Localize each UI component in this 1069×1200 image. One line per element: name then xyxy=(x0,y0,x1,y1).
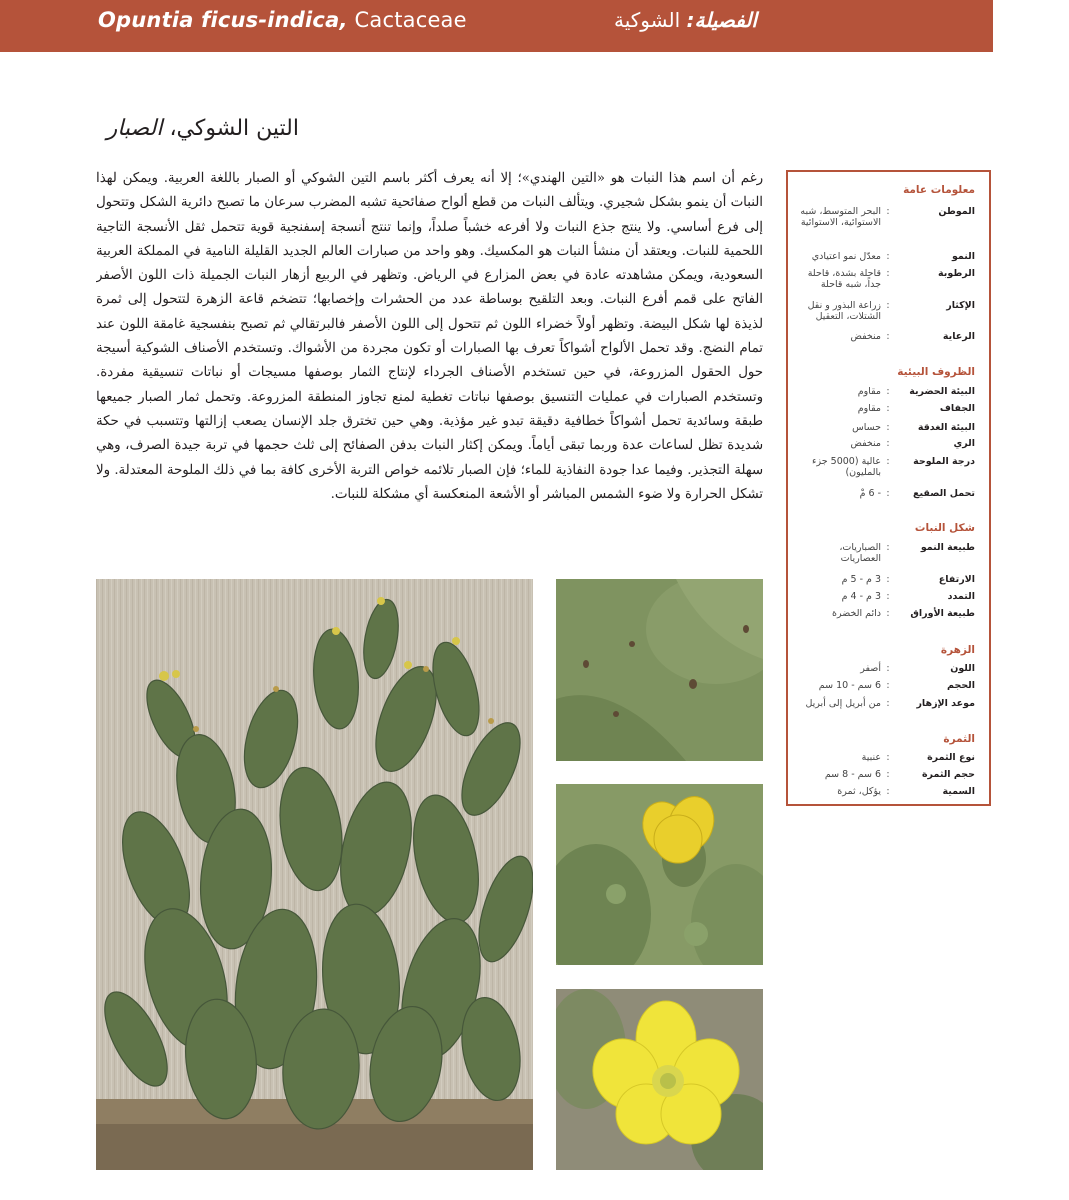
info-colon: : xyxy=(886,403,890,414)
info-value: عالية (5000 جزء بالمليون) xyxy=(812,456,881,478)
info-value: مقاوم xyxy=(857,403,881,414)
cactus-flower-bud-photo xyxy=(556,784,763,965)
info-value: أصفر xyxy=(860,663,881,674)
info-colon: : xyxy=(886,300,890,311)
header-scientific-name xyxy=(98,8,467,32)
info-value: حساس xyxy=(852,422,881,433)
info-colon: : xyxy=(886,251,890,262)
info-colon: : xyxy=(886,331,890,342)
family-label: الفصيلة: xyxy=(686,8,757,32)
info-key: طبيعة الأوراق xyxy=(910,608,975,619)
info-key: تحمل الصقيع xyxy=(913,488,975,499)
info-value: من أبريل إلى أبريل xyxy=(805,698,881,709)
info-value: الصباريات، العصاريات xyxy=(839,542,881,564)
info-colon: : xyxy=(886,608,890,619)
info-key: الإكثار xyxy=(946,300,975,311)
section-general-title: معلومات عامة xyxy=(903,184,975,196)
title-main: التين الشوكي، xyxy=(162,116,299,141)
info-key: الموطن xyxy=(938,206,975,217)
family-value: الشوكية xyxy=(614,8,687,32)
section-fruit-title: الثمرة xyxy=(943,733,975,745)
latin-species: Opuntia ficus-indica, xyxy=(98,8,348,32)
info-colon: : xyxy=(886,422,890,433)
info-key: موعد الإزهار xyxy=(916,698,975,709)
info-value: قاحلة بشدة، قاحلة جداً، شبه قاحلة xyxy=(807,268,881,290)
info-value: 3 م - 4 م xyxy=(841,591,881,602)
section-form-title: شكل النبات xyxy=(914,522,975,534)
info-value: معدّل نمو اعتيادي xyxy=(811,251,881,262)
info-key: طبيعة النمو xyxy=(920,542,975,553)
info-colon: : xyxy=(886,786,890,797)
section-flower-title: الزهرة xyxy=(940,644,975,656)
info-colon: : xyxy=(886,663,890,674)
info-value: البحر المتوسط، شبه الاستوائية، الاستوائية xyxy=(800,206,881,228)
description-paragraph: رغم أن اسم هذا النبات هو «التين الهندي»؛ إلا أنه يعرف أكثر باسم التين الشوكي أو الصبار باللغة العربية. ويمكن لهذا النبات أن ينمو بشكل شجيري. ويتألف النبات من قطع ألواح صفائحية تشبه المضرب سرعان ما تصبح دائرية الشكل وتتحول إلى فرع أساسي. ولا ينتج جذع النبات ولا أفرعه خشباً صلداً، وإنما تنتج أنسجة إسفنجية قوية تتحمل ثقل الأنسجة التاجية اللحمية للنبات. ويعتقد أن منشأ النبات هو المكسيك. وهو واحد من صبارات العالم الجديد القليلة النامية في المملكة العربية السعودية، ويمكن مشاهدته عادة في بعض المزارع في الرياض. وتظهر في الربيع أزهار النبات الجميلة ذات اللون الأصفر الفاتح على قمم أفرع النبات. وبعد التلقيح بوساطة عدد من الحشرات وإخصابها؛ تتضخم قاعة الزهرة لتتحول إلى ثمرة لذيذة لها شكل البيضة. وتظهر أولاً خضراء اللون ثم تتحول إلى اللون الأصفر فالبرتقالي ثم تصبح بنفسجية غامقة اللون عند تمام النضج. وقد تحمل الألواح أشواكاً تعرف بها الصبارات أو تكون مجردة من الأشواك. وتستخدم الأصناف الشوكية أسيجة حول الحقول المزروعة، في حين تستخدم الأصناف الجرداء لإنتاج الثمار بوصفها مسيجات أو نباتات تنسيقية مفردة. وتستخدم الصبارات في عمليات التنسيق بوصفها نباتات تغطية لمنع تجاوز المنطقة المزروعة. وتحمل ثمار الصبار جميعها طبقة وسائدية تحمل أشواكاً خطافية دقيقة تبدو غير مؤذية. وهي حين تخترق جلد الإنسان يصعب إزالتها وتتسبب في حكة شديدة تظل لساعات عدة وربما تبقى أياماً. ويمكن إكثار النبات بدفن الصفائح إلى ثلث حجمها في تربة جيدة الصرف، وهي سهلة التجذير. وفيما عدا جودة النفاذية للماء؛ فإن الصبار تلائمه خواص التربة الأخرى كافة بما في ذلك الملوحة المعتدلة. ولا تشكل الحرارة ولا ضوء الشمس المباشر أو الأشعة المنعكسة أي مشكلة للنبات. xyxy=(96,171,763,502)
info-key: السمية xyxy=(942,786,975,797)
info-value: يؤكل، ثمرة xyxy=(837,786,881,797)
info-colon: : xyxy=(886,752,890,763)
info-colon: : xyxy=(886,591,890,602)
info-colon: : xyxy=(886,680,890,691)
info-colon: : xyxy=(886,574,890,585)
info-key: البيئة الغدقة xyxy=(917,422,975,433)
info-key: اللون xyxy=(950,663,975,674)
info-value: مقاوم xyxy=(857,386,881,397)
info-key: الجفاف xyxy=(939,403,975,414)
info-colon: : xyxy=(886,542,890,553)
info-colon: : xyxy=(886,268,890,279)
info-colon: : xyxy=(886,386,890,397)
info-key: الري xyxy=(953,438,975,449)
info-colon: : xyxy=(886,488,890,499)
cactus-photo-main xyxy=(96,579,533,1170)
cactus-pad-photo xyxy=(556,579,763,761)
info-key: الرطوبة xyxy=(938,268,975,279)
info-key: الرعاية xyxy=(942,331,975,342)
info-value: منخفض xyxy=(850,331,881,342)
page-title xyxy=(107,116,299,141)
info-value: 6 سم - 10 سم xyxy=(818,680,881,691)
cactus-open-flower-photo xyxy=(556,989,763,1170)
header-band xyxy=(0,0,993,52)
info-key: نوع الثمرة xyxy=(927,752,975,763)
info-value: زراعة البذور و نقل الشتلات، التعقيل xyxy=(807,300,881,322)
info-key: البيئة الحضرية xyxy=(909,386,975,397)
info-box xyxy=(786,170,991,806)
info-value: دائم الخضرة xyxy=(832,608,881,619)
latin-family: Cactaceae xyxy=(347,8,467,32)
info-colon: : xyxy=(886,769,890,780)
info-key: حجم الثمرة xyxy=(921,769,975,780)
info-colon: : xyxy=(886,206,890,217)
title-alt: الصبار xyxy=(106,116,163,141)
info-value: عنبية xyxy=(861,752,881,763)
info-colon: : xyxy=(886,698,890,709)
info-key: الحجم xyxy=(947,680,975,691)
info-colon: : xyxy=(886,438,890,449)
info-key: درجة الملوحة xyxy=(913,456,975,467)
info-key: الارتفاع xyxy=(938,574,975,585)
info-colon: : xyxy=(886,456,890,467)
info-value: منخفض xyxy=(850,438,881,449)
info-value: 3 م - 5 م xyxy=(841,574,881,585)
info-value: - 6 مْ xyxy=(859,488,881,499)
section-environment-title: الظروف البيئية xyxy=(897,366,975,378)
info-key: النمو xyxy=(951,251,975,262)
header-family-arabic xyxy=(614,8,757,32)
info-value: 6 سم - 8 سم xyxy=(824,769,881,780)
info-key: التمدد xyxy=(947,591,975,602)
